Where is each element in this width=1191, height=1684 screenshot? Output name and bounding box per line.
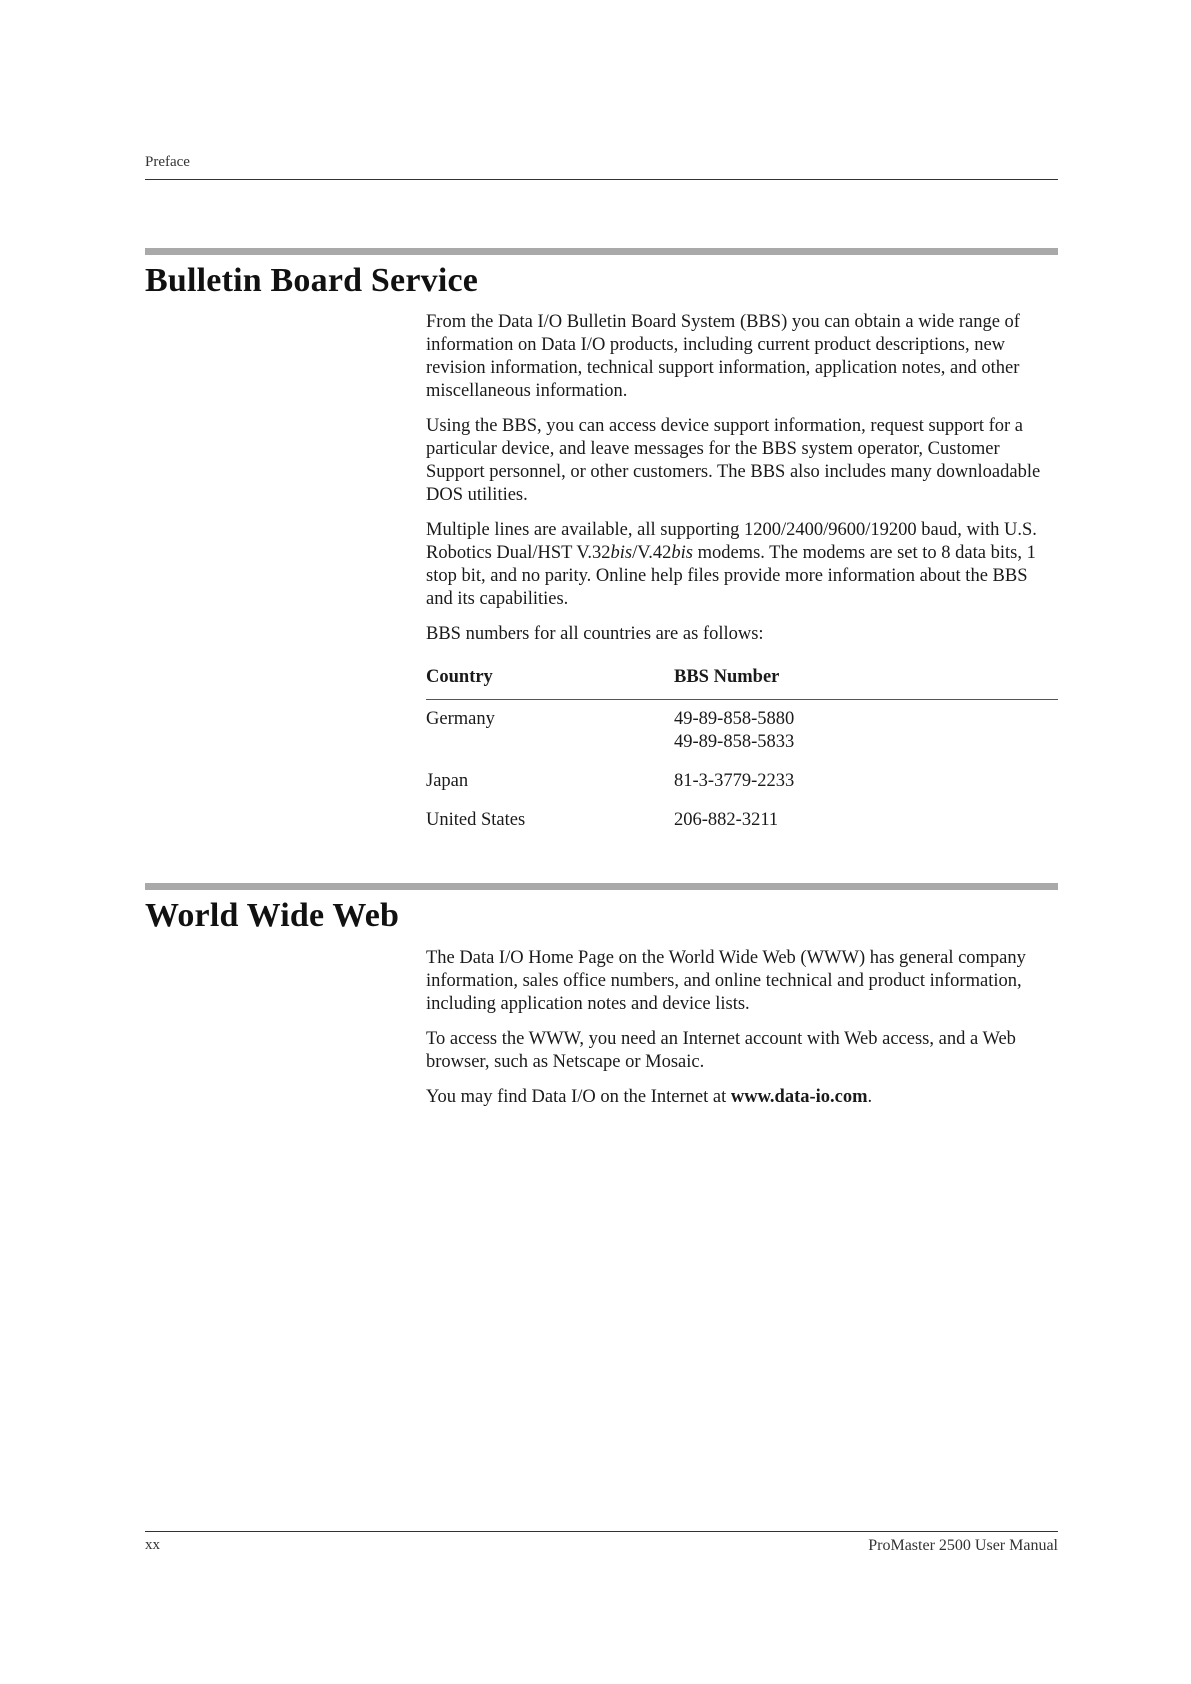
www-paragraph-1: The Data I/O Home Page on the World Wide Web (WWW) has general company information, sales office numbers, and online technical and product information, including application notes and device lists. bbox=[426, 948, 1026, 1014]
page-number: xx bbox=[145, 1537, 160, 1553]
table-cell-number bbox=[674, 793, 1058, 832]
bbs-paragraph-4: BBS numbers for all countries are as follows: bbox=[426, 624, 764, 644]
section-bar-www bbox=[145, 883, 1058, 890]
www-paragraph-2: To access the WWW, you need an Internet account with Web access, and a Web browser, such as Netscape or Mosaic. bbox=[426, 1029, 1016, 1072]
bbs-paragraph-1: From the Data I/O Bulletin Board System (BBS) you can obtain a wide range of information on Data I/O products, including current product descriptions, new revision information, technical support information, application notes, and other miscellaneous information. bbox=[426, 312, 1020, 401]
bbs-p3-bis-1: bis bbox=[610, 543, 633, 563]
table-row bbox=[426, 700, 1058, 755]
bbs-number: 81-3-3779-2233 bbox=[674, 771, 795, 791]
table-header-country: Country bbox=[426, 666, 674, 700]
bbs-number: 206-882-3211 bbox=[674, 810, 779, 830]
table-row bbox=[426, 754, 1058, 793]
bbs-number: 49-89-858-5880 bbox=[674, 709, 795, 729]
section-title-www: World Wide Web bbox=[145, 897, 400, 934]
bbs-number: 49-89-858-5833 bbox=[674, 732, 795, 752]
bbs-p3-slash: /V.42 bbox=[632, 543, 672, 563]
www-paragraph-3 bbox=[426, 1086, 1058, 1109]
footer-rule bbox=[145, 1531, 1058, 1532]
section-title-bbs: Bulletin Board Service bbox=[145, 262, 479, 299]
bbs-body bbox=[426, 311, 1058, 832]
table-cell-number bbox=[674, 700, 1058, 755]
www-body bbox=[426, 947, 1058, 1121]
bbs-p3-bis-2: bis bbox=[671, 543, 693, 563]
website-link[interactable]: www.data-io.com bbox=[730, 1087, 868, 1107]
header-rule bbox=[145, 179, 1058, 180]
table-header-row bbox=[426, 666, 1058, 700]
table-cell-country: United States bbox=[426, 810, 526, 830]
running-header: Preface bbox=[145, 154, 190, 170]
table-row bbox=[426, 793, 1058, 832]
www-p3-text-b: . bbox=[867, 1087, 873, 1107]
table-cell-country: Germany bbox=[426, 709, 495, 729]
www-p3-text-a: You may find Data I/O on the Internet at bbox=[426, 1087, 731, 1107]
bbs-numbers-table bbox=[426, 666, 1058, 832]
bbs-paragraph-3 bbox=[426, 519, 1058, 611]
bbs-p3-text-a: Multiple lines are available, all supporting 1200/2400/9600/19200 baud, with U.S. Robotics Dual/HST V.32 bbox=[426, 520, 1037, 563]
bbs-paragraph-2: Using the BBS, you can access device support information, request support for a particular device, and leave messages for the BBS system operator, Customer Support personnel, or other customers. The BBS also includes many downloadable DOS utilities. bbox=[426, 416, 1041, 505]
section-bar-bbs bbox=[145, 248, 1058, 255]
table-header-number: BBS Number bbox=[674, 666, 1058, 700]
table-cell-country: Japan bbox=[426, 771, 469, 791]
bbs-p3-text-b: modems. The modems are set to 8 data bits, 1 stop bit, and no parity. Online help files provide more information about the BBS and its capabilities. bbox=[426, 543, 1036, 609]
manual-title: ProMaster 2500 User Manual bbox=[868, 1537, 1058, 1554]
table-cell-number bbox=[674, 754, 1058, 793]
